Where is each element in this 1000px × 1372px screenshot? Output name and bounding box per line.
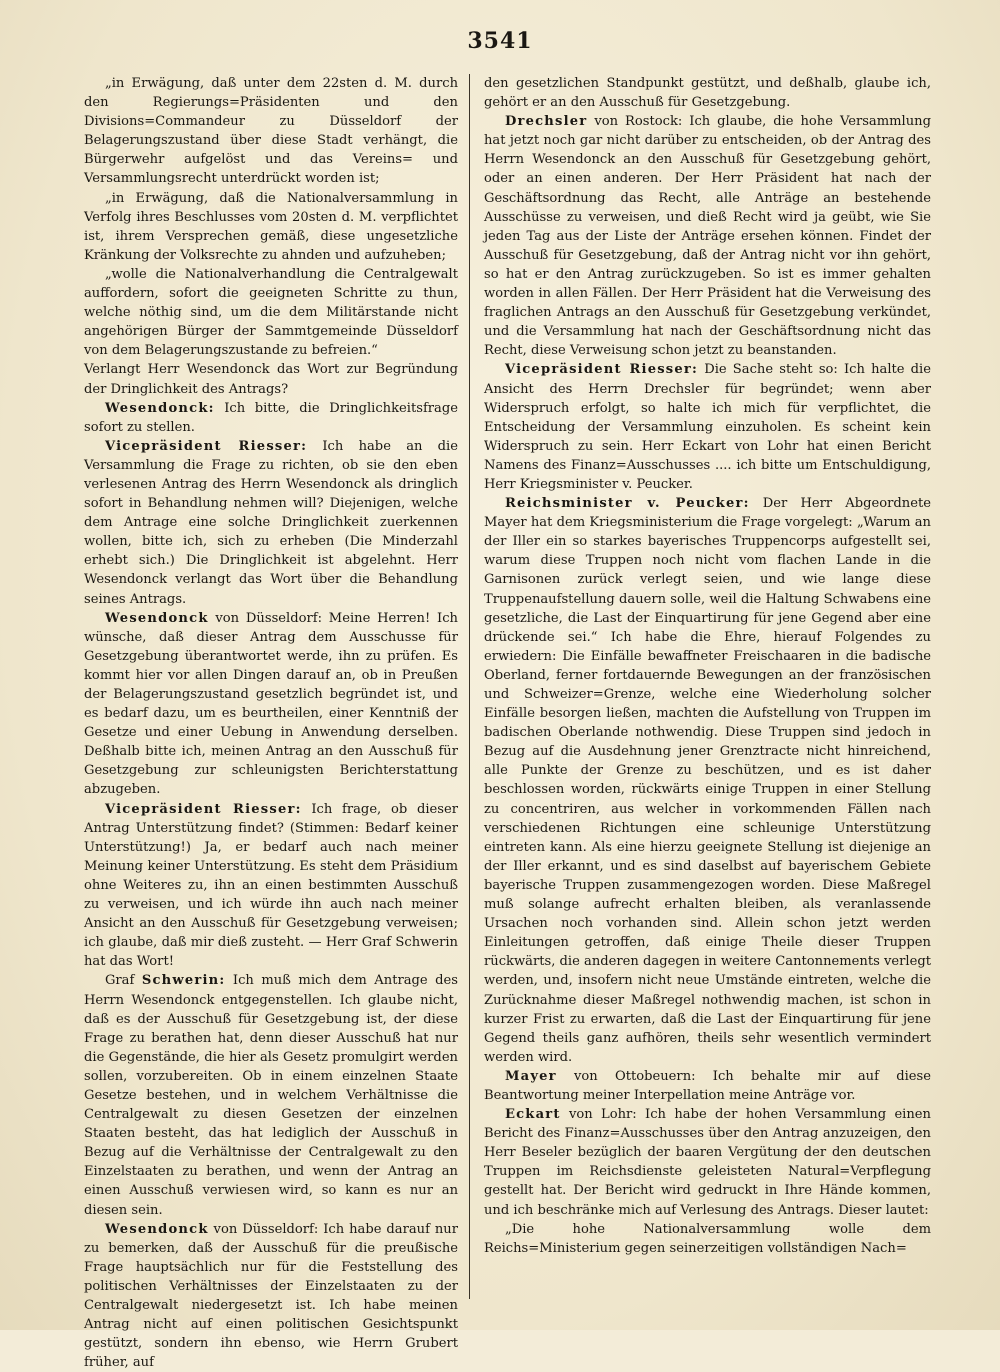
speaker-name: Reichsminister v. Peucker: (504, 496, 750, 512)
speaker-name: Eckart (504, 1107, 561, 1123)
speaker-prefix: Graf (104, 973, 142, 989)
paragraph (84, 399, 458, 437)
paragraph (484, 1067, 931, 1105)
paragraph-text: „in Erwägung, daß die Nationalversammlung in Verfolg ihres Beschlusses vom 20sten d. M. verpflichtet ist, ihrem Versprechen gemäß, diese ungesetzliche Kränkung der Volksrechte zu ahnden und aufzuheben; (84, 190, 458, 263)
paragraph-text: von Lohr: Ich habe der hohen Versammlung einen Bericht des Finanz=Ausschusses über den Antrag anzuzeigen, den Herr Beseler bezüglich der baaren Vergütung der den deutschen Truppen im Reichsdienste geleisteten Natural=Verpflegung gestellt hat. Der Bericht wird gedruckt in Ihre Hände kommen, und ich beschränke mich auf Verlesung des Antrags. Dieser lautet: (484, 1107, 931, 1218)
paragraph (84, 74, 458, 189)
paragraph-text: Der Herr Abgeordnete Mayer hat dem Kriegsministerium die Frage vorgelegt: „Warum an der Iller ein so starkes bayerisches Truppencorps aufgestellt sei, warum diese Truppen noch nicht vom flachen Lande in die Garnisonen zurück verlegt seien, und wie lange diese Truppenaufstellung dauern solle, weil die Haltung Schwabens eine gesetzliche, die Last der Einquartirung für jene Gegend aber eine drückende sei.“ Ich habe die Ehre, hierauf Folgendes zu erwiedern: Die Einfälle bewaffneter Freischaaren in die badische Oberland, ferner fortdauernde Bewegungen an der französischen und Schweizer=Grenze, welche eine Wiederholung solcher Einfälle besorgen ließen, machten die Aufstellung von Truppen im badischen Oberlande nothwendig. Diese Truppen sind jedoch in Bezug auf die Ausdehnung jener Grenztracte nicht hinreichend, alle Punkte der Grenze zu beschützen, und es ist daher beschlossen worden, rückwärts einige Truppen in einer Stellung zu concentriren, aus welcher in vorkommenden Fällen nach verschiedenen Richtungen eine schleunige Unterstützung eintreten kann. Als eine hierzu geeignete Stellung ist diejenige an der Iller erkannt, und es sind daselbst auf bayerischem Gebiete bayerische Truppen zusammengezogen worden. Diese Maßregel muß solange aufrecht erhalten bleiben, als veranlassende Ursachen noch vorhanden sind. Allein schon jetzt werden Einleitungen getroffen, daß einige Theile dieser Truppen rückwärts, die anderen dagegen in weitere Cantonnements verlegt werden, und, insofern nicht neue Umstände eintreten, welche die Zurücknahme dieser Maßregel nothwendig machen, ist schon in kurzer Frist zu erwarten, daß die Last der Einquartirung für jene Gegend theils ganz aufhören, theils sehr wesentlich vermindert werden wird. (484, 496, 931, 1065)
speaker-name: Wesendonck (104, 610, 209, 626)
speaker-name: Wesendonck: (104, 400, 215, 416)
paragraph-text: Ich bitte, die Dringlichkeitsfrage sofort zu stellen. (84, 400, 458, 435)
paragraph (84, 189, 458, 265)
paragraph (84, 360, 458, 398)
paragraph (84, 800, 458, 972)
page-number: 3541 (467, 28, 533, 54)
paragraph-text: von Rostock: Ich glaube, die hohe Versammlung hat jetzt noch gar nicht darüber zu entscheiden, ob der Antrag des Herrn Wesendonck an den Ausschuß für Gesetzgebung gehört, oder an einen anderen. Der Herr Präsident hat nach der Geschäftsordnung das Recht, alle Anträge an bestehende Ausschüsse zu verweisen, und dieß Recht wird ja geübt, wie Sie jeden Tag aus der Liste der Anträge ersehen können. Findet der Ausschuß für Gesetzgebung, daß der Antrag nicht vor ihn gehört, so hat er den Antrag zurückzugeben. So ist es immer gehalten worden in allen Fällen. Der Herr Präsident hat die Verweisung des fraglichen Antrags an den Ausschuß für Gesetzgebung verkündet, und die Versammlung hat nach der Geschäftsordnung nicht das Recht, diese Verweisung schon jetzt zu beanstanden. (484, 114, 931, 359)
paragraph (484, 360, 931, 494)
paragraph (484, 1105, 931, 1220)
paragraph-text: Verlangt Herr Wesendonck das Wort zur Begründung der Dringlichkeit des Antrags? (84, 362, 458, 397)
paragraph-text: Die Sache steht so: Ich halte die Ansicht des Herrn Drechsler für begründet; wenn aber Widerspruch erfolgt, so halte ich mich für verpflichtet, die Entscheidung der Versammlung einzuholen. Es scheint kein Widerspruch zu sein. Herr Eckart von Lohr hat einen Bericht Namens des Finanz=Ausschusses .... ich bitte um Entschuldigung, Herr Kriegsminister v. Peucker. (484, 362, 931, 492)
speaker-name: Wesendonck (104, 1221, 209, 1237)
speaker-name: Vicepräsident Riesser: (104, 438, 308, 454)
left-column (84, 74, 458, 1372)
paragraph-text: Ich habe an die Versammlung die Frage zu richten, ob sie den eben verlesenen Antrag des Herrn Wesendonck als dringlich sofort in Behandlung nehmen will? Diejenigen, welche dem Antrage eine solche Dringlichkeit zuerkennen wollen, bitte ich, sich zu erheben (Die Minderzahl erhebt sich.) Die Dringlichkeit ist abgelehnt. Herr Wesendonck verlangt das Wort über die Behandlung seines Antrags. (84, 438, 458, 607)
paragraph (484, 112, 931, 360)
paragraph-text: Ich frage, ob dieser Antrag Unterstützung findet? (Stimmen: Bedarf keiner Unterstützung!) Ja, er bedarf auch nach meiner Meinung keiner Unterstützung. Es steht dem Präsidium ohne Weiteres zu, ihn an einen bestimmten Ausschuß zu verweisen, und ich würde ihn auch nach meiner Ansicht an den Ausschuß für Gesetzgebung verweisen; ich glaube, daß mir dieß zusteht. — Herr Graf Schwerin hat das Wort! (84, 801, 458, 970)
paragraph (84, 437, 458, 609)
speaker-name: Vicepräsident Riesser: (504, 362, 699, 378)
paragraph-text: „in Erwägung, daß unter dem 22sten d. M. durch den Regierungs=Präsidenten und den Divisions=Commandeur zu Düsseldorf der Belagerungszustand über diese Stadt verhängt, die Bürgerwehr aufgelöst und das Vereins= und Versammlungsrecht unterdrückt worden ist; (84, 76, 458, 187)
paragraph (484, 1220, 931, 1258)
speaker-name: Schwerin: (141, 973, 226, 989)
paragraph-text: von Düsseldorf: Ich habe darauf nur zu bemerken, daß der Ausschuß für die preußische Frage hauptsächlich nur für die Feststellung des politischen Verhältnisses der Einzelstaaten zu der Centralgewalt niedergesetzt ist. Ich habe meinen Antrag nicht auf einen politischen Gesichtspunkt gestützt, sondern ihn ebenso, wie Herrn Grubert früher, auf (84, 1221, 458, 1371)
paragraph (84, 971, 458, 1219)
right-column (484, 74, 931, 1258)
paragraph (84, 265, 458, 360)
speaker-name: Drechsler (504, 114, 588, 130)
paragraph (84, 1220, 458, 1372)
speaker-name: Vicepräsident Riesser: (104, 801, 302, 817)
paragraph-text: „Die hohe Nationalversammlung wolle dem Reichs=Ministerium gegen seinerzeitigen vollständigen Nach= (484, 1221, 931, 1256)
paragraph-text: „wolle die Nationalverhandlung die Centralgewalt auffordern, sofort die geeigneten Schritte zu thun, welche nöthig sind, um die dem Militärstande nicht angehörigen Bürger der Sammtgemeinde Düsseldorf von dem Belagerungszustande zu befreien.“ (84, 266, 458, 359)
paragraph (484, 494, 931, 1067)
paragraph-text: den gesetzlichen Standpunkt gestützt, und deßhalb, glaube ich, gehört er an den Ausschuß für Gesetzgebung. (484, 76, 931, 111)
speaker-name: Mayer (504, 1068, 557, 1084)
paragraph-text: von Düsseldorf: Meine Herren! Ich wünsche, daß dieser Antrag dem Ausschusse für Gesetzgebung überantwortet werde, ihn zu prüfen. Es kommt hier vor allen Dingen darauf an, ob in Preußen der Belagerungszustand gesetzlich begründet ist, und es bedarf dazu, um es beurtheilen, einer Kenntniß der Gesetze und einer Uebung in Anwendung derselben. Deßhalb bitte ich, meinen Antrag an den Ausschuß für Gesetzgebung zur schleunigsten Berichterstattung abzugeben. (84, 610, 458, 798)
paragraph-text: von Ottobeuern: Ich behalte mir auf diese Beantwortung meiner Interpellation meine Anträge vor. (484, 1068, 931, 1103)
paragraph-text: Ich muß mich dem Antrage des Herrn Wesendonck entgegenstellen. Ich glaube nicht, daß es der Ausschuß für Gesetzgebung ist, der diese Frage zu berathen hat, denn dieser Ausschuß hat nur die Gegenstände, die hier als Gesetz promulgirt werden sollen, vorzubereiten. Ob in einem einzelnen Staate Gesetze bestehen, und in welchem Verhältnisse die Centralgewalt zu diesen Gesetzen der einzelnen Staaten besteht, das hat lediglich der Ausschuß in Bezug auf die Verhältnisse der Centralgewalt zu den Einzelstaaten zu berathen, und wenn der Antrag an einen Ausschuß verwiesen wird, so kann es nur an diesen sein. (84, 973, 458, 1218)
paragraph (84, 609, 458, 800)
paragraph (484, 74, 931, 112)
column-divider (469, 74, 470, 1299)
